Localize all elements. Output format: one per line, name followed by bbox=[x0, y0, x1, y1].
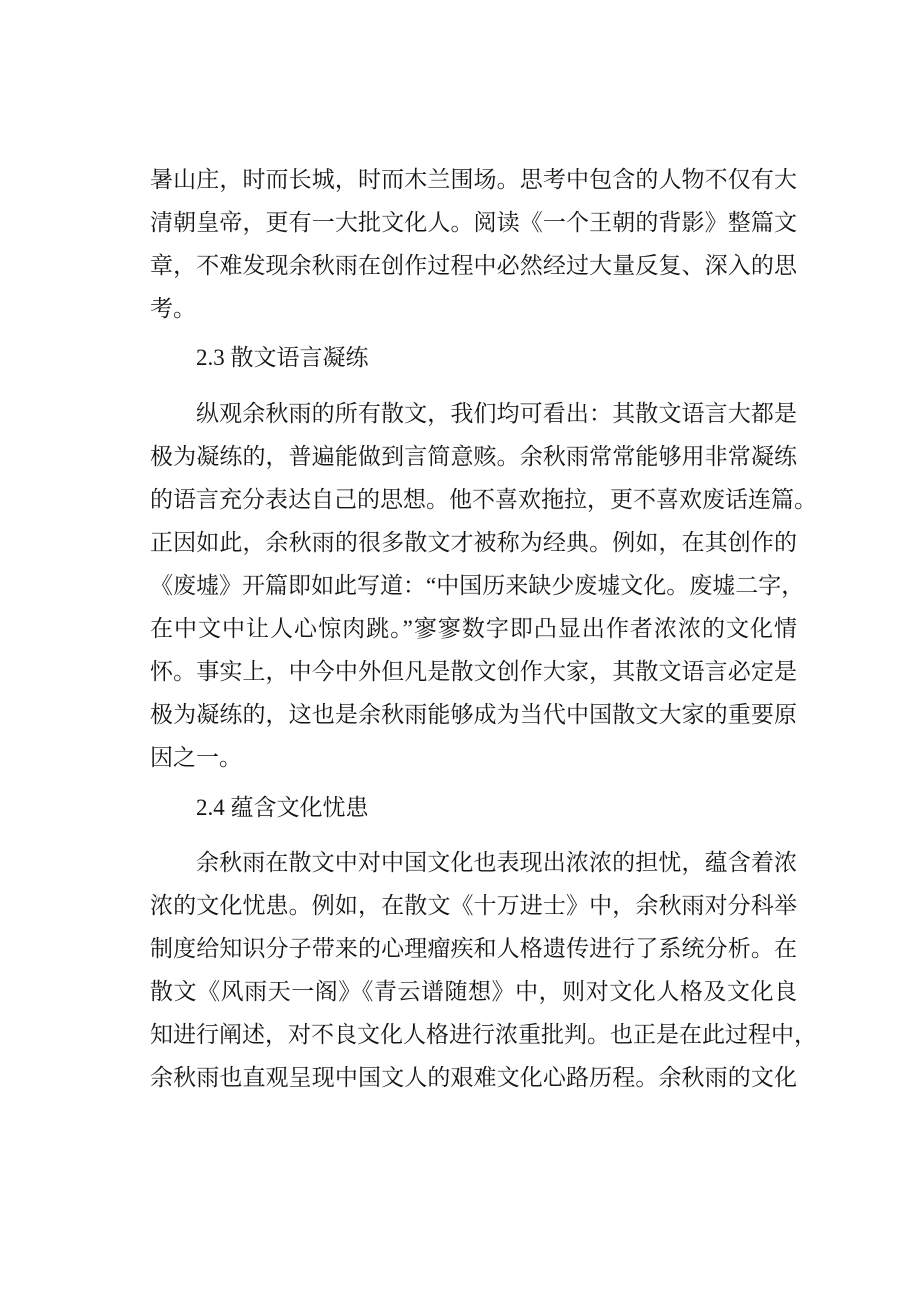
section-heading-2-3 bbox=[150, 336, 797, 379]
text-line: 因之一。 bbox=[150, 745, 242, 770]
section-heading-2-4 bbox=[150, 786, 797, 829]
paragraph-language-concise bbox=[150, 392, 817, 779]
text-line: 《废墟》开篇即如此写道：“中国历来缺少废墟文化。废墟二字， bbox=[150, 573, 805, 598]
text-line: 的语言充分表达自己的思想。他不喜欢拖拉，更不喜欢废话连篇。 bbox=[150, 487, 817, 512]
text-line: 章，不难发现余秋雨在创作过程中必然经过大量反复、深入的思 bbox=[150, 253, 797, 278]
text-line: 纵观余秋雨的所有散文，我们均可看出：其散文语言大都是 bbox=[196, 401, 797, 426]
text-line: 清朝皇帝，更有一大批文化人。阅读《一个王朝的背影》整篇文 bbox=[150, 210, 797, 235]
text-line: 散文《风雨天一阁》《青云谱随想》中，则对文化人格及文化良 bbox=[150, 979, 797, 1004]
text-line: 怀。事实上，中今中外但凡是散文创作大家，其散文语言必定是 bbox=[150, 659, 797, 684]
paragraph-cultural-concern bbox=[150, 841, 817, 1099]
text-line: 暑山庄，时而长城，时而木兰围场。思考中包含的人物不仅有大 bbox=[150, 167, 797, 192]
text-line: 制度给知识分子带来的心理瘤疾和人格遗传进行了系统分析。在 bbox=[150, 936, 797, 961]
paragraph-continuation bbox=[150, 158, 797, 330]
heading-text: 2.3 散文语言凝练 bbox=[196, 345, 369, 370]
text-line: 在中文中让人心惊肉跳。”寥寥数字即凸显出作者浓浓的文化情 bbox=[150, 616, 797, 641]
text-line: 正因如此，余秋雨的很多散文才被称为经典。例如，在其创作的 bbox=[150, 530, 797, 555]
text-line: 余秋雨也直观呈现中国文人的艰难文化心路历程。余秋雨的文化 bbox=[150, 1065, 797, 1090]
text-line: 余秋雨在散文中对中国文化也表现出浓浓的担忧，蕴含着浓 bbox=[196, 850, 797, 875]
text-line: 浓的文化忧患。例如，在散文《十万进士》中，余秋雨对分科举 bbox=[150, 893, 797, 918]
heading-text: 2.4 蕴含文化忧患 bbox=[196, 795, 369, 820]
text-line: 考。 bbox=[150, 296, 196, 321]
text-line: 知进行阐述，对不良文化人格进行浓重批判。也正是在此过程中， bbox=[150, 1022, 817, 1047]
text-line: 极为凝练的，这也是余秋雨能够成为当代中国散文大家的重要原 bbox=[150, 702, 797, 727]
text-line: 极为凝练的，普遍能做到言简意赅。余秋雨常常能够用非常凝练 bbox=[150, 444, 797, 469]
